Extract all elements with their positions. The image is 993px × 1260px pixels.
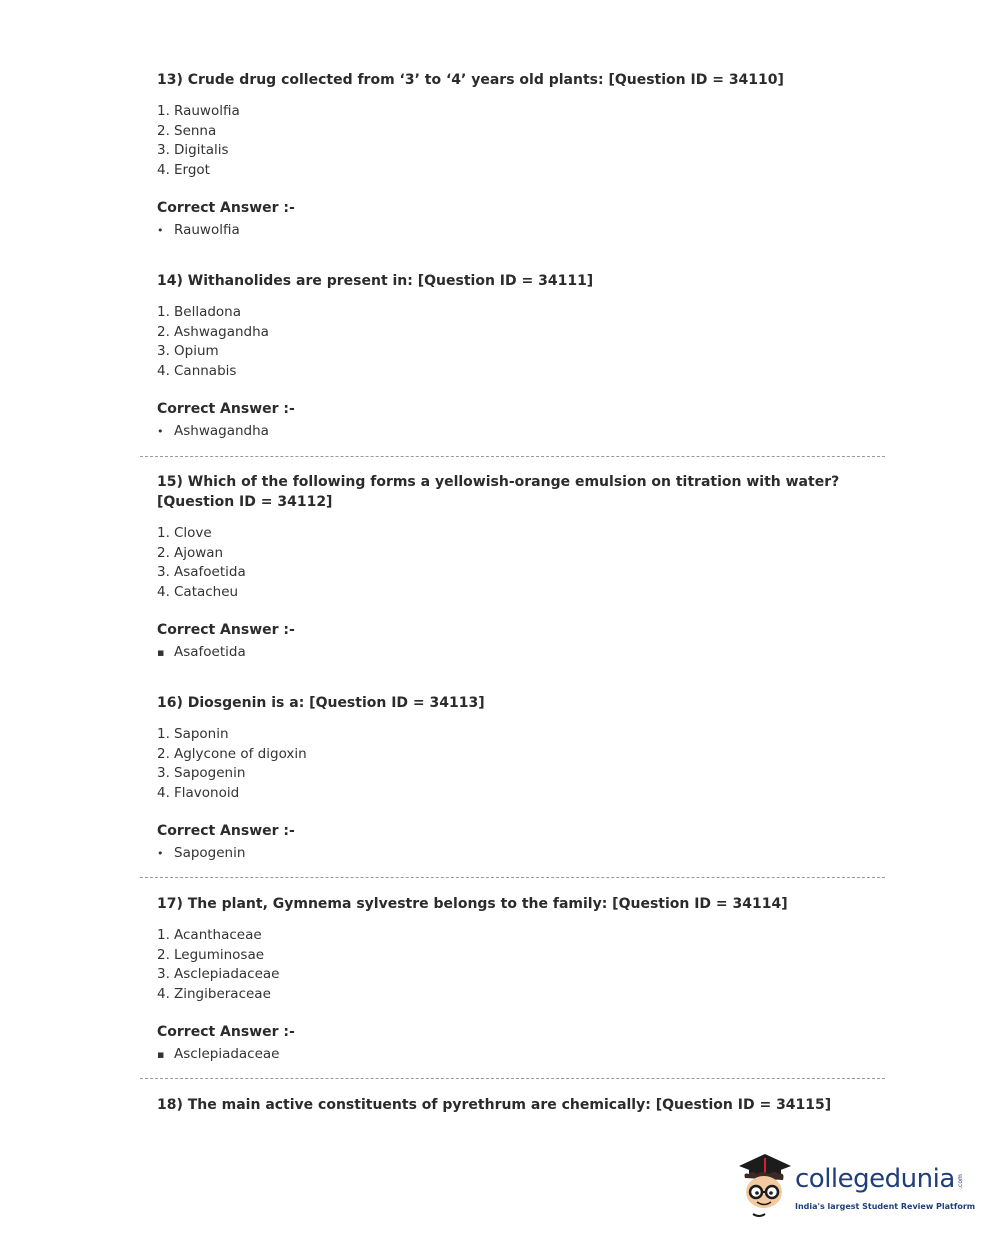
option: 2. Aglycone of digoxin [157,745,307,762]
divider [140,456,885,457]
correct-answer: ▪ Asafoetida [157,642,857,663]
bullet-icon: ▪ [157,646,165,660]
collegedunia-logo [735,1152,976,1222]
correct-answer-label: Correct Answer :- [157,622,295,639]
option: 2. Ajowan [157,544,224,561]
option: 4. Catacheu [157,583,239,600]
question-title: 17) The plant, Gymnema sylvestre belongs to the family: [Question ID = 34114] [157,896,788,912]
question-18 [157,1095,857,1115]
question-16 [157,693,857,864]
correct-answer: • Sapogenin [157,843,857,864]
option: 1. Saponin [157,726,229,742]
correct-answer: • Rauwolfia [157,220,857,241]
option: 1. Acanthaceae [157,927,262,943]
question-title: 15) Which of the following forms a yellowish-orange emulsion on titration with water? [Question ID = 34112] [157,474,840,510]
correct-answer-label: Correct Answer :- [157,1024,295,1041]
correct-answer-label: Correct Answer :- [157,823,295,840]
option: 1. Rauwolfia [157,103,240,119]
option: 1. Belladona [157,304,241,320]
option: 4. Flavonoid [157,784,240,801]
option: 3. Asafoetida [157,564,246,581]
question-title: 16) Diosgenin is a: [Question ID = 34113] [157,695,485,711]
option-list [157,524,857,602]
option: 3. Asclepiadaceae [157,966,280,983]
option: 3. Sapogenin [157,765,246,782]
divider [140,1078,885,1079]
correct-answer-label: Correct Answer :- [157,200,295,217]
option-list [157,926,857,1004]
option: 4. Ergot [157,161,210,178]
bullet-icon: • [157,224,164,238]
option: 4. Cannabis [157,362,237,379]
option: 3. Digitalis [157,142,229,159]
bullet-icon: • [157,847,164,861]
option: 2. Ashwagandha [157,323,269,340]
question-title: 13) Crude drug collected from ‘3’ to ‘4’ years old plants: [Question ID = 34110] [157,72,784,88]
question-13 [157,70,857,241]
option: 3. Opium [157,343,219,360]
option: 2. Leguminosae [157,946,265,963]
option: 4. Zingiberaceae [157,985,271,1002]
option-list [157,303,857,381]
divider [140,877,885,878]
bullet-icon: ▪ [157,1048,165,1062]
logo-wordmark: collegedunia [795,1164,955,1194]
question-title: 18) The main active constituents of pyrethrum are chemically: [Question ID = 34115] [157,1097,832,1113]
bullet-icon: • [157,425,164,439]
mascot-icon [735,1152,795,1222]
logo-tagline: India's largest Student Review Platform [795,1202,976,1211]
option-list [157,725,857,803]
correct-answer-label: Correct Answer :- [157,401,295,418]
question-15 [157,472,857,663]
option: 2. Senna [157,122,217,139]
correct-answer: ▪ Asclepiadaceae [157,1044,857,1065]
option: 1. Clove [157,525,212,541]
logo-suffix: .com [956,1174,964,1189]
question-title: 14) Withanolides are present in: [Question ID = 34111] [157,273,594,289]
option-list [157,102,857,180]
question-14 [157,271,857,442]
question-17 [157,894,857,1065]
correct-answer: • Ashwagandha [157,421,857,442]
